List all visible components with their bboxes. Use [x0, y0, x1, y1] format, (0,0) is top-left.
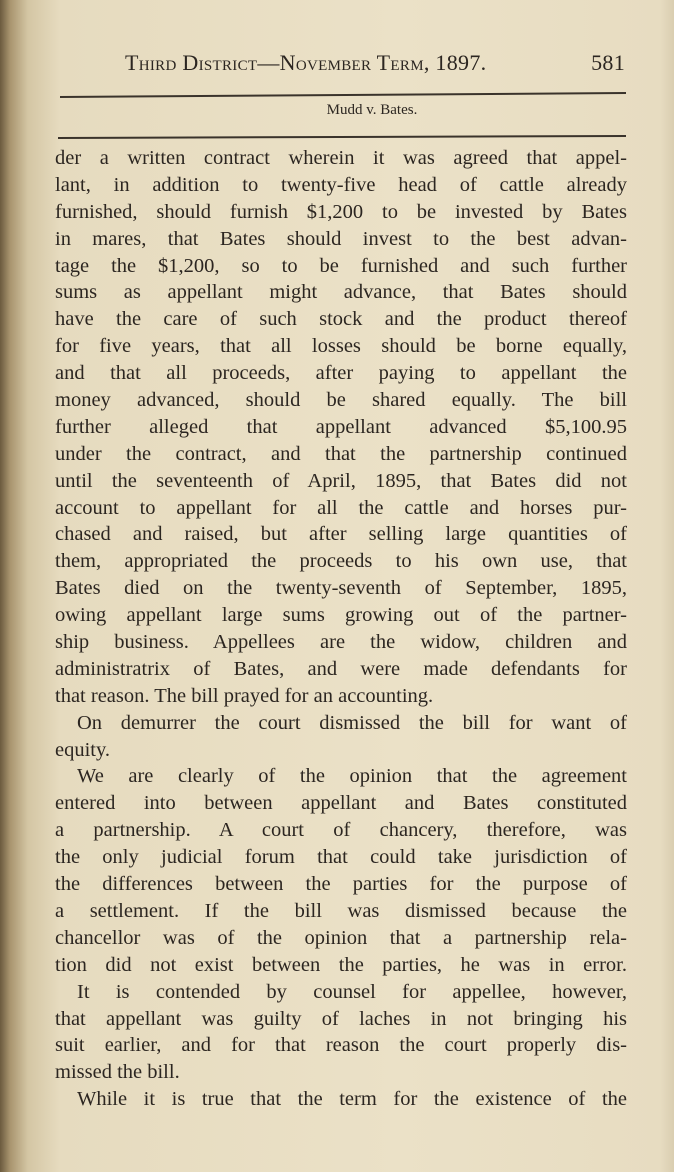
text-line: der a written contract wherein it was agreed that appel- — [55, 147, 627, 169]
header-rule-bottom — [58, 135, 626, 138]
text-line: under the contract, and that the partnership continued — [55, 442, 627, 465]
text-line: sums as appellant might advance, that Bates should — [55, 281, 627, 304]
text-line: and that all proceeds, after paying to appellant the — [55, 362, 627, 385]
text-line: for five years, that all losses should be borne equally, — [55, 335, 627, 358]
text-line: While it is true that the term for the existence of the — [77, 1088, 627, 1111]
case-title: Mudd v. Bates. — [326, 102, 418, 118]
text-line: chancellor was of the opinion that a partnership rela- — [55, 926, 627, 949]
text-line: a settlement. If the bill was dismissed because the — [55, 899, 627, 922]
text-line: the differences between the parties for the purpose of — [55, 873, 627, 896]
text-line: the only judicial forum that could take jurisdiction of — [55, 846, 627, 869]
text-line: furnished, should furnish $1,200 to be invested by Bates — [55, 200, 627, 223]
text-line: in mares, that Bates should invest to the best advan- — [55, 227, 627, 250]
text-line: them, appropriated the proceeds to his own use, that — [55, 550, 627, 573]
text-line: tage the $1,200, so to be furnished and such further — [55, 254, 627, 277]
page-number: 581 — [591, 50, 625, 75]
running-title: Third District—November Term, 1897. — [125, 50, 487, 75]
running-header — [125, 50, 625, 76]
text-line: Bates died on the twenty-seventh of September, 1895, — [55, 577, 627, 600]
text-line: tion did not exist between the parties, he was in error. — [55, 953, 627, 976]
text-line: have the care of such stock and the product thereof — [55, 308, 627, 331]
text-line: We are clearly of the opinion that the agreement — [77, 765, 627, 788]
text-line: owing appellant large sums growing out of the partner- — [55, 604, 627, 627]
text-line: missed the bill. — [55, 1061, 180, 1084]
text-line: that appellant was guilty of laches in not bringing his — [55, 1007, 627, 1030]
header-rule-top — [60, 92, 626, 97]
text-line: that reason. The bill prayed for an accounting. — [55, 684, 434, 707]
text-line: equity. — [55, 738, 111, 761]
text-line: On demurrer the court dismissed the bill for want of — [77, 711, 627, 734]
text-line: a partnership. A court of chancery, therefore, was — [55, 819, 627, 842]
text-line: administratrix of Bates, and were made defendants for — [55, 657, 627, 680]
text-line: chased and raised, but after selling large quantities of — [55, 523, 627, 546]
text-line: entered into between appellant and Bates constituted — [55, 792, 627, 815]
text-line: further alleged that appellant advanced $5,100.95 — [55, 415, 627, 438]
text-line: ship business. Appellees are the widow, children and — [55, 631, 627, 654]
text-line: suit earlier, and for that reason the court properly dis- — [55, 1034, 627, 1057]
text-line: account to appellant for all the cattle and horses pur- — [55, 496, 627, 519]
body-text — [55, 145, 627, 1113]
text-line: It is contended by counsel for appellee, however, — [77, 980, 627, 1003]
text-line: lant, in addition to twenty-five head of cattle already — [55, 173, 627, 196]
text-line: until the seventeenth of April, 1895, that Bates did not — [55, 469, 627, 492]
text-line: money advanced, should be shared equally. The bill — [55, 389, 627, 412]
